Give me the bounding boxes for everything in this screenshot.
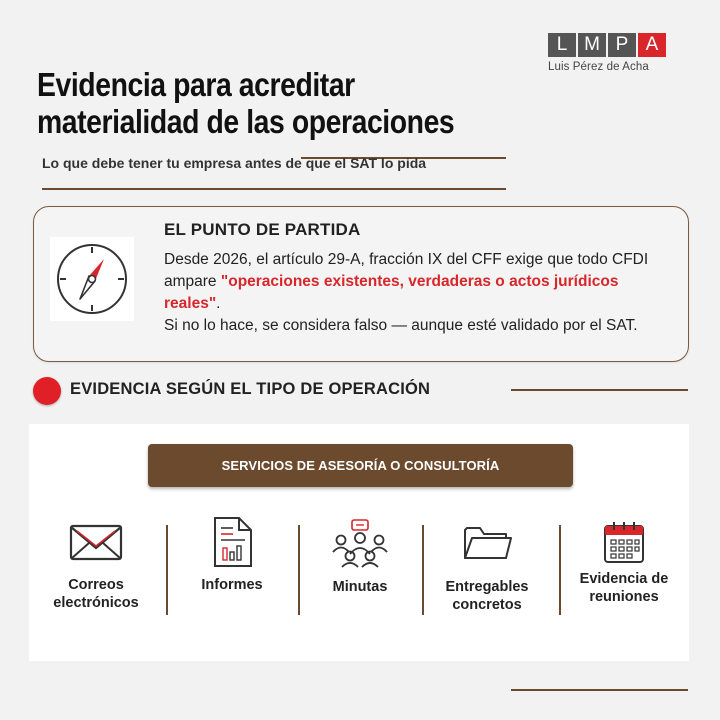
calendar-icon [559,514,689,564]
starting-point-card [33,206,689,362]
evidence-item-minutes [295,514,425,596]
meeting-people-icon [295,514,425,568]
services-banner: SERVICIOS DE ASESORÍA O CONSULTORÍA [148,444,573,487]
card-title: EL PUNTO DE PARTIDA [164,220,361,239]
page-subtitle: Lo que debe tener tu empresa antes de que el SAT lo pida [42,155,427,171]
subtitle-underline [42,188,506,190]
evidence-label: Evidencia de reuniones [579,571,669,605]
section-title: EVIDENCIA SEGÚN EL TIPO DE OPERACIÓN [70,380,431,398]
evidence-item-meetings [559,514,689,606]
evidence-label: Minutas [332,579,388,595]
card-body-text: Desde 2026, el artículo 29-A, fracción IX del CFF exige que todo CFDI ampare [164,251,649,290]
evidence-item-deliverables [422,514,552,614]
evidence-item-emails [31,514,161,612]
evidence-label: Entregables concretos [445,579,529,613]
page-title-line1: Evidencia para acreditar [37,66,355,103]
folder-icon [422,514,552,562]
compass-icon [50,237,134,321]
logo-subtitle: Luis Pérez de Acha [548,61,649,73]
evidence-label: Informes [201,577,263,593]
evidence-list [29,514,689,634]
card-body [164,249,674,337]
logo-letter: M [578,33,606,57]
footer-divider [511,689,688,691]
card-body-line2: Si no lo hace, se considera falso — aunque esté validado por el SAT. [164,317,638,334]
logo-letter: P [608,33,636,57]
services-panel [29,424,689,661]
page-title-line2: materialidad de las operaciones [37,103,455,140]
envelope-icon [31,514,161,562]
section-bullet-icon [33,377,61,405]
logo-letter: L [548,33,576,57]
section-divider [511,389,688,391]
logo-letter: A [638,33,666,57]
page-title [37,66,484,140]
evidence-item-reports [167,514,297,594]
evidence-label: Correos electrónicos [53,577,139,611]
report-document-icon [167,514,297,568]
card-body-end: . [216,295,221,312]
brand-logo [548,33,668,73]
card-body-highlight: "operaciones existentes, verdaderas o actos jurídicos reales" [164,273,619,312]
